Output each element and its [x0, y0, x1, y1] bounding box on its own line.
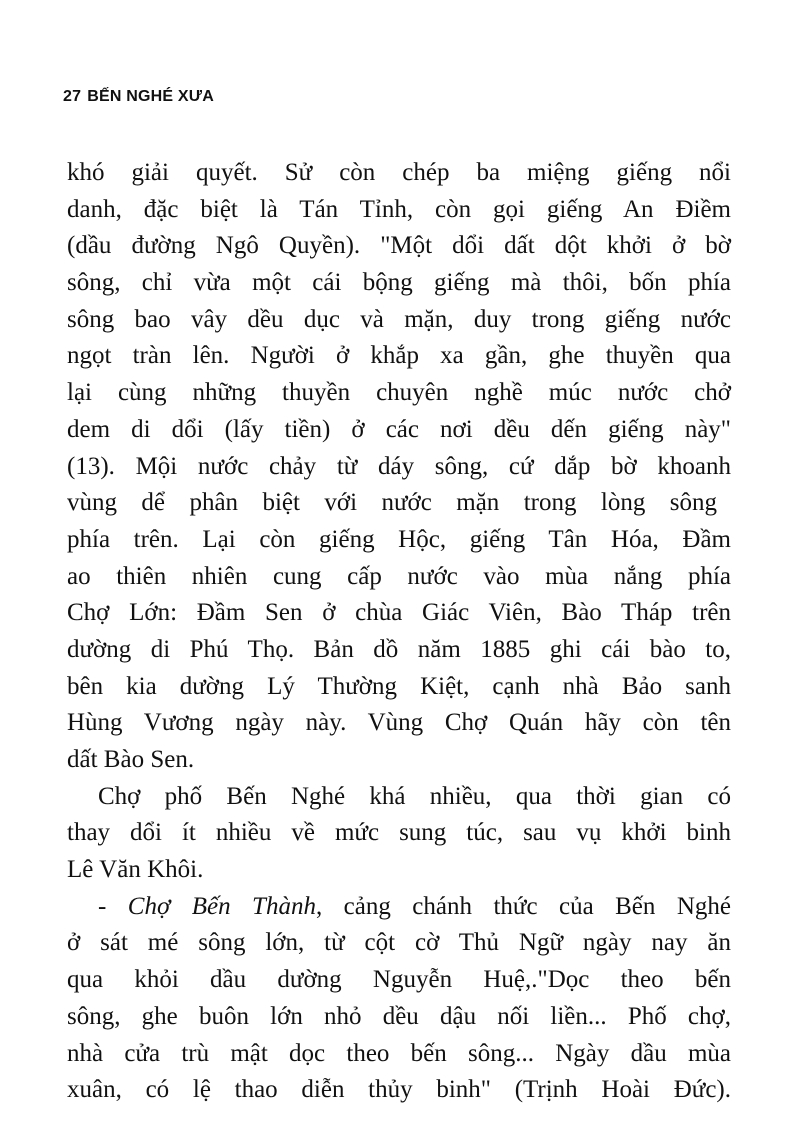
- text-line: vùng dể phân biệt với nước mặn trong lòng sông: [67, 489, 717, 517]
- text-line: nhà cửa trù mật dọc theo bến sông... Ngày dầu mùa: [67, 1039, 731, 1067]
- text-line: (13). Mội nước chảy từ dáy sông, cứ dắp bờ khoanh: [67, 452, 731, 480]
- market-name-italic: Chợ Bến Thành: [127, 892, 316, 920]
- body-text: [67, 155, 731, 1109]
- text-line: dường di Phú Thọ. Bản dồ năm 1885 ghi cái bào to,: [67, 635, 731, 663]
- text-line: danh, đặc biệt là Tán Tỉnh, còn gọi giếng An Điềm: [67, 195, 731, 223]
- text-line: qua khỏi dầu dường Nguyễn Huệ,."Dọc theo bến: [67, 966, 731, 994]
- text-line: ngọt tràn lên. Người ở khắp xa gần, ghe thuyền qua: [67, 342, 731, 370]
- page-number: 27: [63, 88, 82, 105]
- text-line: dem di dổi (lấy tiền) ở các nơi dều dến giếng này": [67, 415, 731, 443]
- text-line: [67, 889, 731, 926]
- text-line: Hùng Vương ngày này. Vùng Chợ Quán hãy còn tên: [67, 709, 731, 737]
- text-line: thay dổi ít nhiều về mức sung túc, sau vụ khởi binh: [67, 819, 731, 847]
- text-line: lại cùng những thuyền chuyên nghề múc nước chở: [67, 379, 731, 407]
- text-line: Chợ Lớn: Đầm Sen ở chùa Giác Viên, Bào Tháp trên: [67, 599, 731, 627]
- text-line: khó giải quyết. Sử còn chép ba miệng giếng nổi: [67, 159, 731, 186]
- running-head-title: BẾN NGHÉ XƯA: [87, 88, 215, 105]
- text-line: Chợ phố Bến Nghé khá nhiều, qua thời gian có: [98, 782, 731, 810]
- text-line: sông bao vây dều dục và mặn, duy trong giếng nước: [67, 305, 731, 333]
- list-dash: -: [98, 892, 128, 920]
- text-line: ao thiên nhiên cung cấp nước vào mùa nắng phía: [67, 562, 731, 590]
- text-line: dất Bào Sen.: [67, 746, 195, 773]
- text-line: bên kia dường Lý Thường Kiệt, cạnh nhà Bảo sanh: [67, 672, 731, 700]
- text-line: Lê Văn Khôi.: [67, 856, 204, 884]
- text-line: sông, chỉ vừa một cái bộng giếng mà thôi, bốn phía: [67, 269, 731, 297]
- running-head: [63, 88, 214, 106]
- text-line: phía trên. Lại còn giếng Hộc, giếng Tân Hóa, Đầm: [67, 525, 731, 553]
- text-line: sông, ghe buôn lớn nhỏ dều dậu nối liền... Phố chợ,: [67, 1002, 731, 1030]
- text-line: xuân, có lệ thao diễn thủy binh" (Trịnh Hoài Đức).: [67, 1076, 731, 1104]
- text-line-rest: , cảng chánh thức của Bến Nghé: [315, 892, 731, 920]
- text-line: (dầu đường Ngô Quyền). "Một dổi dất dột khởi ở bờ: [67, 232, 731, 260]
- text-line: ở sát mé sông lớn, từ cột cờ Thủ Ngữ ngày nay ăn: [67, 929, 731, 957]
